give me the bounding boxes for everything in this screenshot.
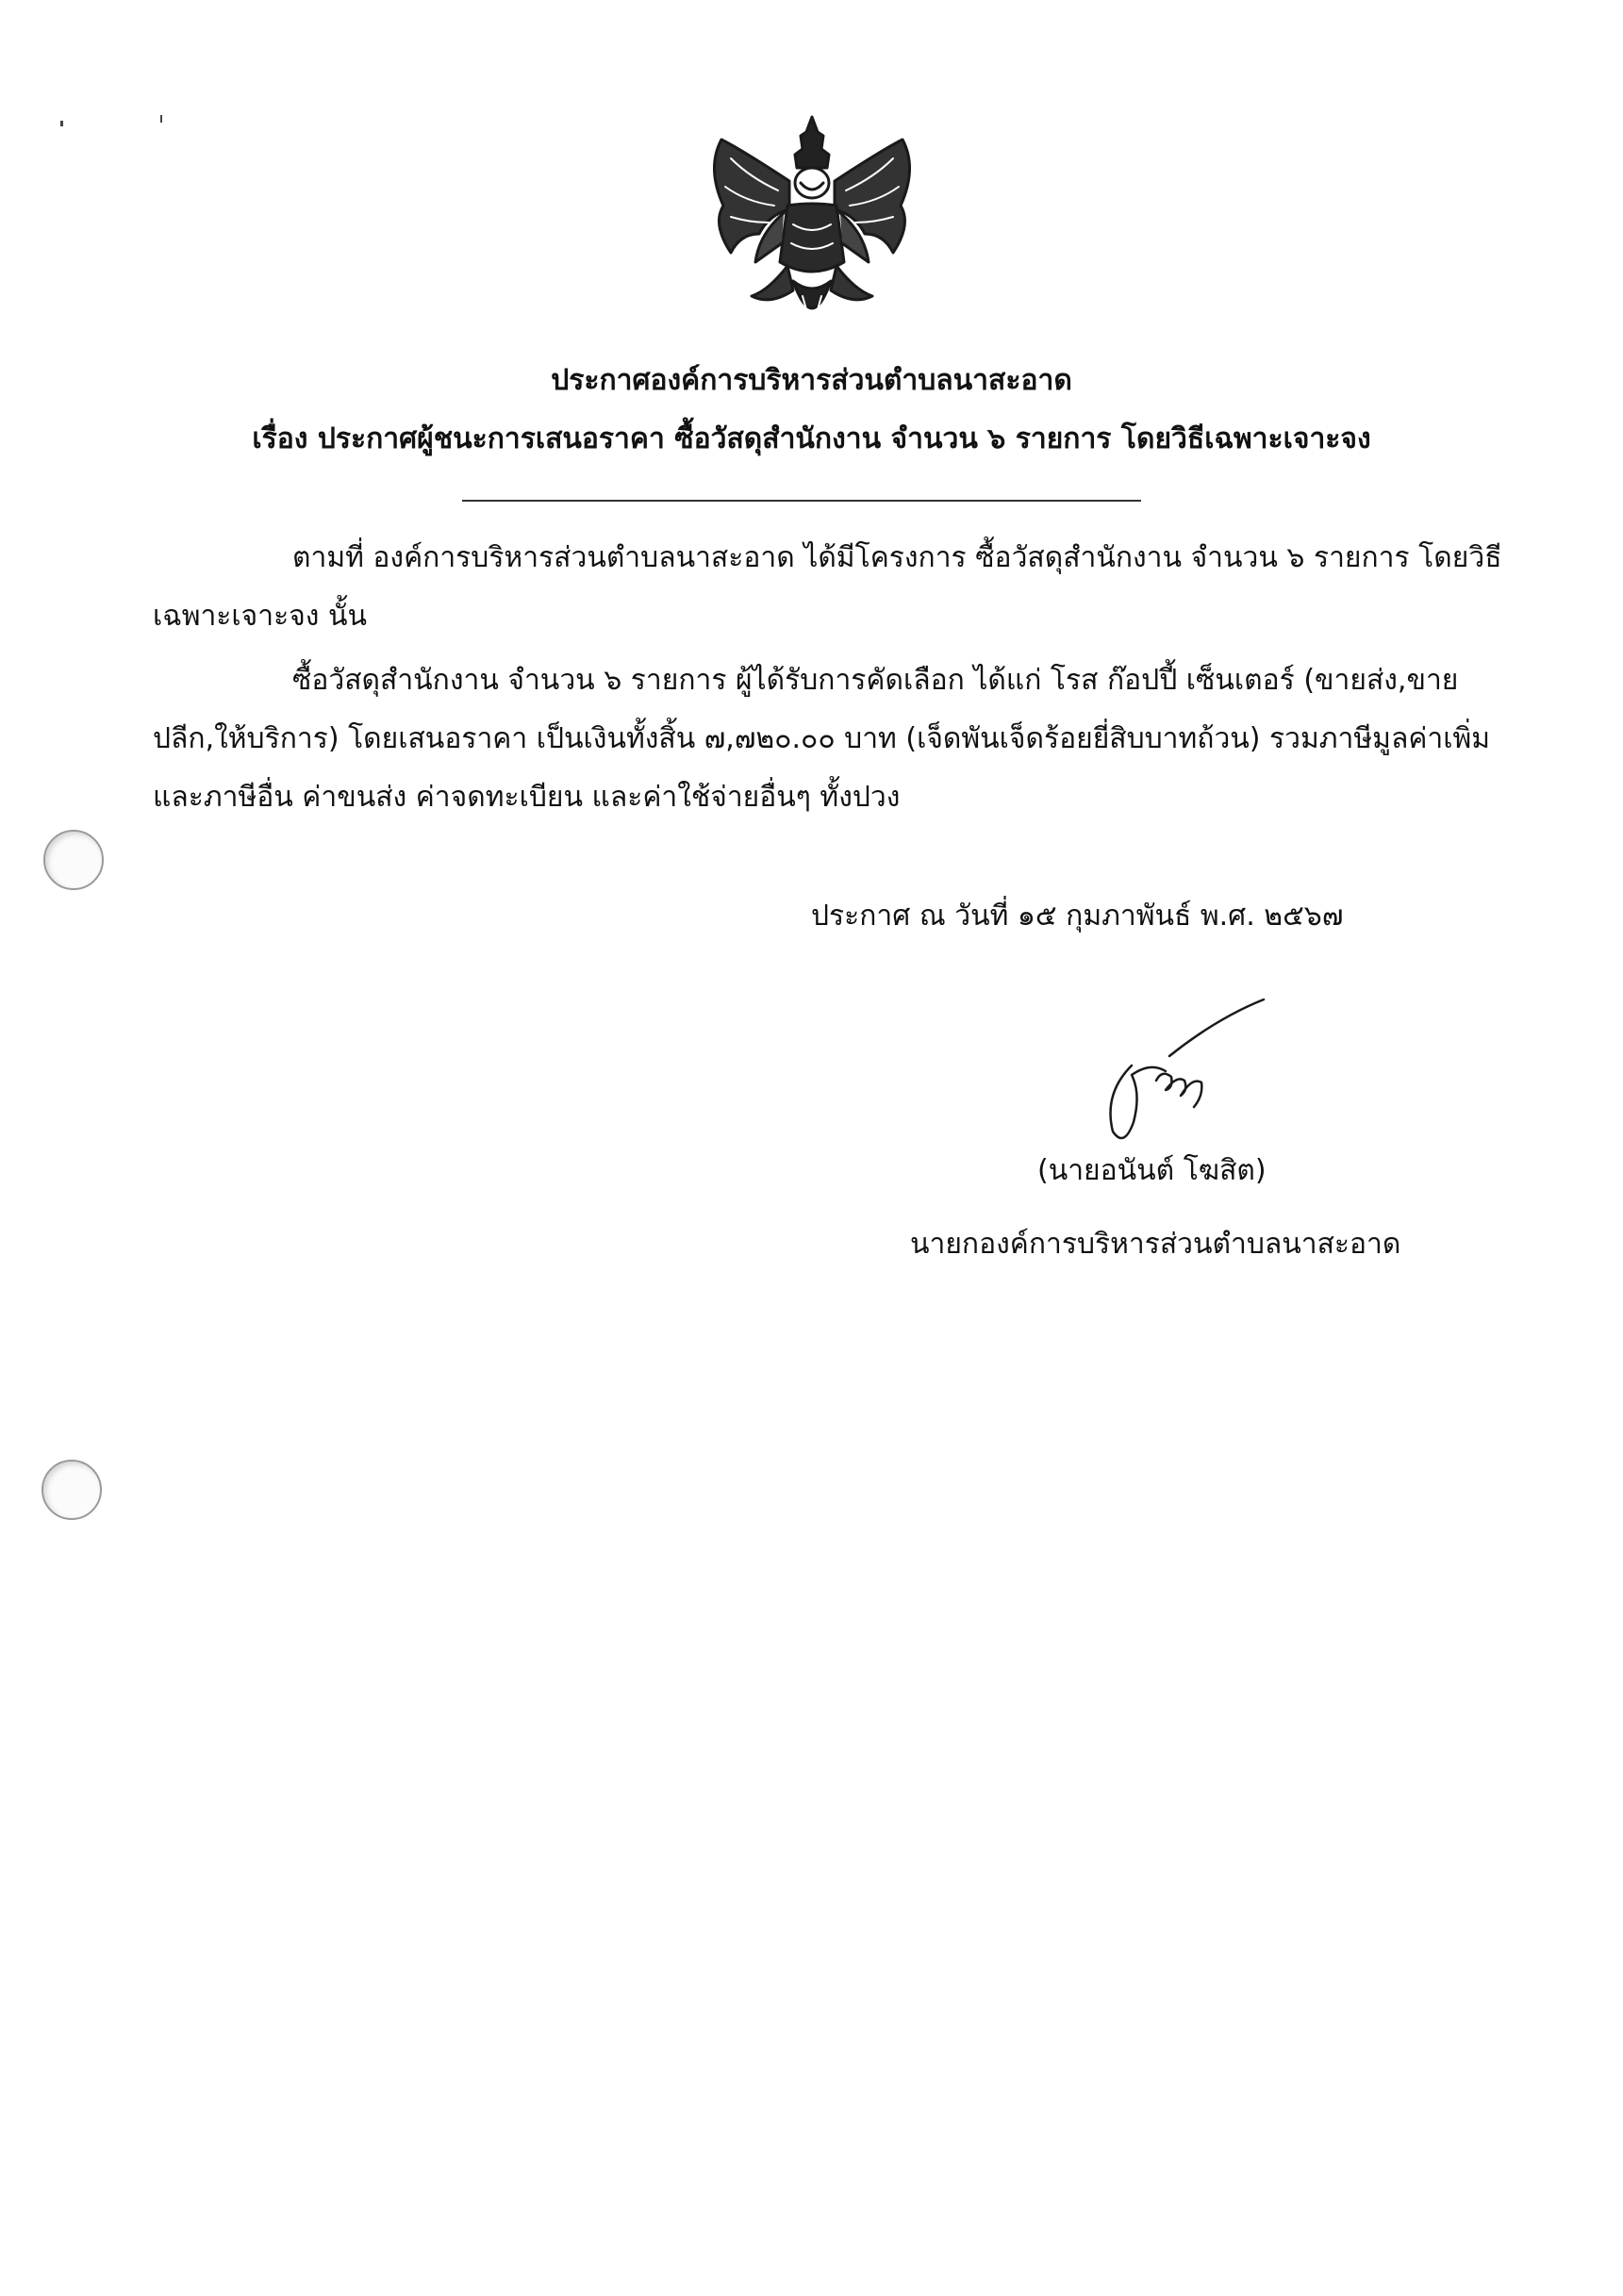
signer-name: (นายอนันต์ โฆสิต)	[1037, 1154, 1267, 1187]
paragraph-1-line-2: เฉพาะเจาะจง นั้น	[153, 600, 367, 633]
scan-mark-dot	[160, 115, 162, 123]
announcement-subject: เรื่อง ประกาศผู้ชนะการเสนอราคา ซื้อวัสดุสำนักงาน จำนวน ๖ รายการ โดยวิธีเฉพาะเจาะจง	[252, 422, 1371, 455]
announcement-date: ประกาศ ณ วันที่ ๑๕ กุมภาพันธ์ พ.ศ. ๒๕๖๗	[811, 900, 1344, 933]
garuda-emblem-icon	[703, 111, 921, 338]
handwritten-signature	[1075, 990, 1283, 1150]
signer-position: นายกองค์การบริหารส่วนตำบลนาสะอาด	[910, 1228, 1401, 1261]
paragraph-2-line-2: ปลีก,ให้บริการ) โดยเสนอราคา เป็นเงินทั้งสิ้น ๗,๗๒๐.๐๐ บาท (เจ็ดพันเจ็ดร้อยยี่สิบบาทถ้วน) รวมภาษีมูลค่าเพิ่ม	[153, 722, 1491, 755]
title-divider	[462, 500, 1141, 502]
punch-hole-top	[43, 830, 104, 890]
paragraph-2-line-3: และภาษีอื่น ค่าขนส่ง ค่าจดทะเบียน และค่าใช้จ่ายอื่นๆ ทั้งปวง	[153, 781, 901, 814]
organization-title: ประกาศองค์การบริหารส่วนตำบลนาสะอาด	[551, 364, 1072, 397]
scan-mark-dot	[60, 121, 63, 126]
paragraph-2-line-1: ซื้อวัสดุสำนักงาน จำนวน ๖ รายการ ผู้ได้รับการคัดเลือก ได้แก่ โรส ก๊อปปี้ เซ็นเตอร์ (ขายส่ง,ขาย	[292, 664, 1459, 697]
paragraph-1-line-1: ตามที่ องค์การบริหารส่วนตำบลนาสะอาด ได้มีโครงการ ซื้อวัสดุสำนักงาน จำนวน ๖ รายการ โดยวิธี	[292, 541, 1502, 574]
punch-hole-bottom	[41, 1460, 102, 1520]
